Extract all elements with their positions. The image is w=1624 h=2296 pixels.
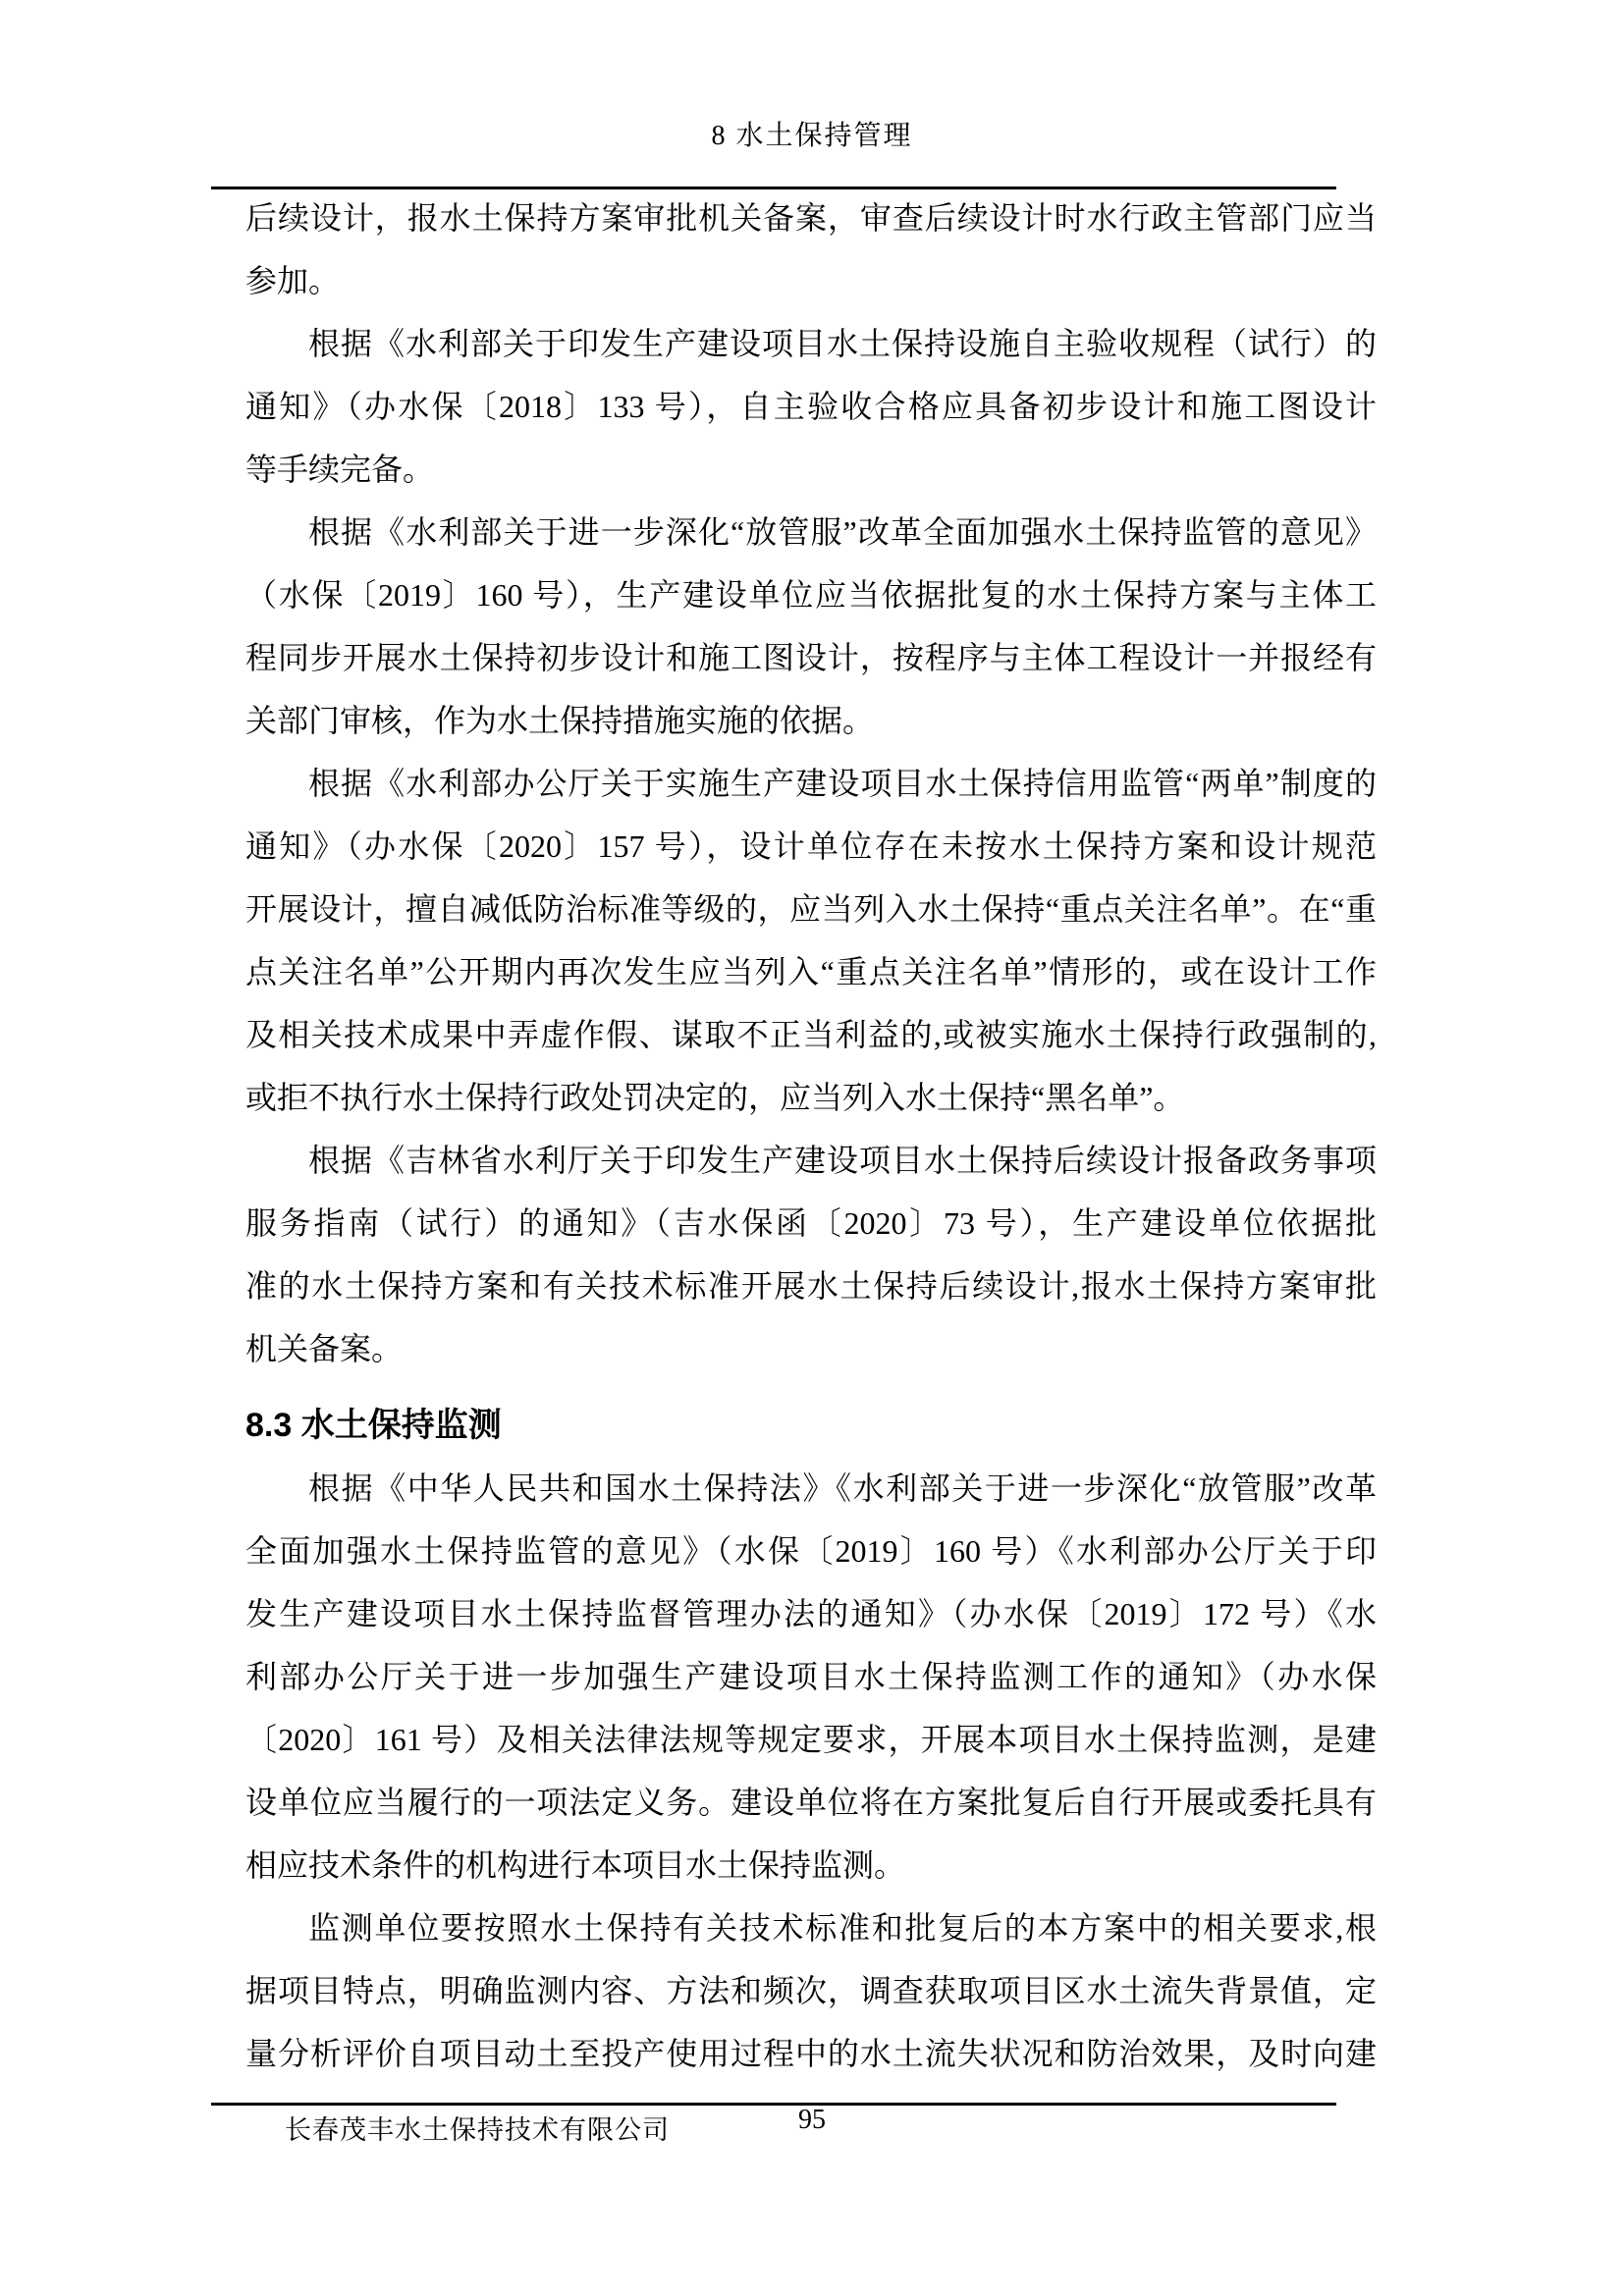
body-line: 参加。 bbox=[245, 263, 341, 298]
body-line: （水保〔2019〕160 号），生产建设单位应当依据批复的水土保持方案与主体工 bbox=[245, 577, 1377, 613]
body-line: 根据《吉林省水利厅关于印发生产建设项目水土保持后续设计报备政务事项 bbox=[308, 1143, 1377, 1178]
body-line: 利部办公厅关于进一步加强生产建设项目水土保持监测工作的通知》（办水保 bbox=[245, 1659, 1377, 1694]
page-number: 95 bbox=[798, 2105, 826, 2135]
body-line: 相应技术条件的机构进行本项目水土保持监测。 bbox=[245, 1847, 906, 1883]
body-line: 根据《水利部办公厅关于实施生产建设项目水土保持信用监管“两单”制度的 bbox=[308, 766, 1377, 801]
body-line: 点关注名单”公开期内再次发生应当列入“重点关注名单”情形的，或在设计工作 bbox=[245, 954, 1377, 989]
document-body bbox=[245, 187, 1377, 2085]
body-line: 准的水土保持方案和有关技术标准开展水土保持后续设计,报水土保持方案审批 bbox=[245, 1268, 1377, 1304]
body-line: 通知》（办水保〔2018〕133 号），自主验收合格应具备初步设计和施工图设计 bbox=[245, 389, 1377, 424]
body-line: 监测单位要按照水土保持有关技术标准和批复后的本方案中的相关要求,根 bbox=[308, 1910, 1377, 1946]
body-line: 后续设计，报水土保持方案审批机关备案，审查后续设计时水行政主管部门应当 bbox=[245, 200, 1377, 236]
body-line: 全面加强水土保持监管的意见》（水保〔2019〕160 号）《水利部办公厅关于印 bbox=[245, 1533, 1377, 1569]
body-line: 通知》（办水保〔2020〕157 号），设计单位存在未按水土保持方案和设计规范 bbox=[245, 828, 1377, 864]
section-heading: 8.3 水土保持监测 bbox=[245, 1407, 502, 1444]
footer-company-name: 长春茂丰水土保持技术有限公司 bbox=[285, 2115, 670, 2145]
body-line: 关部门审核，作为水土保持措施实施的依据。 bbox=[245, 703, 875, 738]
body-line: 根据《中华人民共和国水土保持法》《水利部关于进一步深化“放管服”改革 bbox=[308, 1470, 1377, 1506]
page-header-title: 8 水土保持管理 bbox=[711, 121, 913, 151]
body-line: 机关备案。 bbox=[245, 1331, 404, 1366]
body-line: 及相关技术成果中弄虚作假、谋取不正当利益的,或被实施水土保持行政强制的, bbox=[245, 1017, 1377, 1052]
body-line: 服务指南（试行）的通知》（吉水保函〔2020〕73 号），生产建设单位依据批 bbox=[245, 1205, 1377, 1241]
body-line: 发生产建设项目水土保持监督管理办法的通知》（办水保〔2019〕172 号）《水 bbox=[245, 1596, 1377, 1631]
body-line: 量分析评价自项目动土至投产使用过程中的水土流失状况和防治效果，及时向建 bbox=[245, 2036, 1377, 2071]
body-line: 根据《水利部关于印发生产建设项目水土保持设施自主验收规程（试行）的 bbox=[308, 326, 1377, 361]
body-line: 根据《水利部关于进一步深化“放管服”改革全面加强水土保持监管的意见》 bbox=[308, 514, 1377, 550]
body-line: 开展设计，擅自减低防治标准等级的，应当列入水土保持“重点关注名单”。在“重 bbox=[245, 891, 1377, 927]
body-line: 据项目特点，明确监测内容、方法和频次，调查获取项目区水土流失背景值，定 bbox=[245, 1973, 1377, 2008]
body-line: 〔2020〕161 号）及相关法律法规等规定要求，开展本项目水土保持监测，是建 bbox=[245, 1722, 1377, 1757]
body-line: 程同步开展水土保持初步设计和施工图设计，按程序与主体工程设计一并报经有 bbox=[245, 640, 1377, 675]
body-line: 或拒不执行水土保持行政处罚决定的，应当列入水土保持“黑名单”。 bbox=[245, 1080, 1185, 1115]
body-line: 等手续完备。 bbox=[245, 452, 435, 487]
body-line: 设单位应当履行的一项法定义务。建设单位将在方案批复后自行开展或委托具有 bbox=[245, 1785, 1377, 1820]
